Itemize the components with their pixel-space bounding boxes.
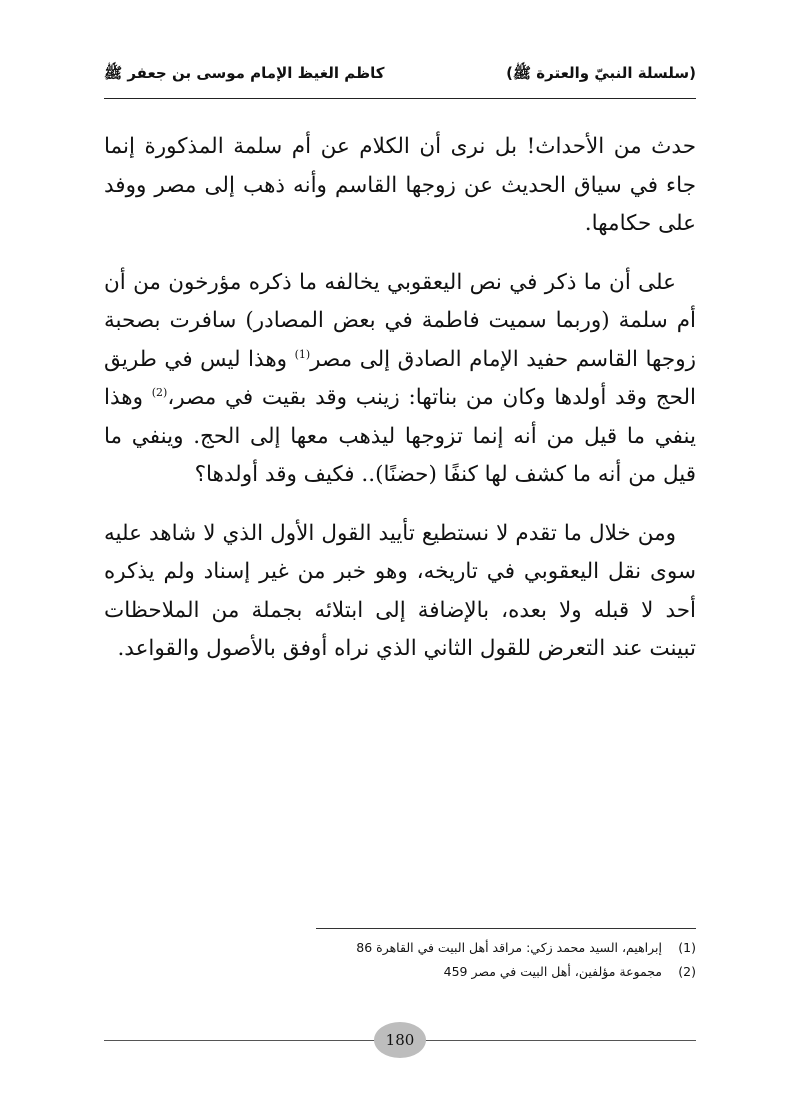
- paragraph-1: حدث من الأحداث! بل نرى أن الكلام عن أم سلمة المذكورة إنما جاء في سياق الحديث عن زوجها القاسم وأنه ذهب إلى مصر ووفد على حكامها.: [104, 134, 696, 236]
- footnote-ref-1[interactable]: (1): [294, 347, 311, 361]
- footnote-number: (2): [678, 964, 696, 979]
- book-title: كاظم الغيظ الإمام موسى بن جعفر ﷺ: [104, 64, 385, 82]
- footnote-text: إبراهيم، السيد محمد زكي: مراقد أهل البيت في القاهرة 86: [356, 940, 662, 955]
- header-divider: [104, 98, 696, 99]
- footnote-ref-2[interactable]: (2): [151, 385, 168, 399]
- main-text: [104, 128, 696, 689]
- page-footer: [104, 1020, 696, 1060]
- paragraph-3: ومن خلال ما تقدم لا نستطيع تأييد القول الأول الذي لا شاهد عليه سوى نقل اليعقوبي في تاريخه، وهو خبر من غير إسناد ولم يذكره أحد لا قبله ولا بعده، بالإضافة إلى ابتلائه بجملة من الملاحظات تبينت عند التعرض للقول الثاني الذي نراه أوفق بالأصول والقواعد.: [104, 520, 696, 661]
- paragraph-2: على أن ما ذكر في نص اليعقوبي يخالفه ما ذكره مؤرخون من أن أم سلمة (وربما سميت فاطمة في بعض المصادر) سافرت بصحبة زوجها القاسم حفيد الإمام الصادق إلى مصر$^{(1)}$ وهذا ليس في طريق الحج وقد أولدها وكان من بناتها: زينب وقد بقيت في مصر،$^{(2)}$ وهذا ينفي ما قيل من أنه إنما تزوجها ليذهب معها إلى الحج. وينفي ما قيل من أنه ما كشف لها كنفًا (حضنًا).. فكيف وقد أولدها؟: [104, 269, 696, 487]
- footnote-2: [104, 960, 696, 984]
- running-header: [104, 60, 696, 90]
- footnote-number: (1): [678, 940, 696, 955]
- footnote-divider: [316, 928, 696, 929]
- page-number: 180: [374, 1022, 426, 1058]
- footnote-text: مجموعة مؤلفين، أهل البيت في مصر 459: [443, 964, 662, 979]
- footnote-1: [104, 936, 696, 960]
- footnotes: [104, 936, 696, 984]
- series-title: (سلسلة النبيّ والعترة ﷺ): [506, 64, 696, 82]
